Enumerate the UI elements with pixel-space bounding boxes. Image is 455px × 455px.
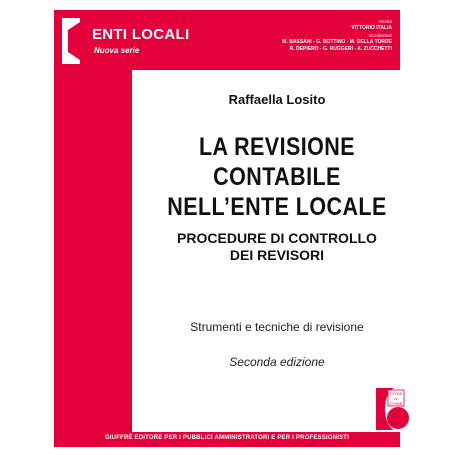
series-header — [54, 10, 400, 70]
logo-text-1: COSA — [390, 391, 402, 396]
book-tagline: Strumenti e tecniche di revisione — [190, 320, 364, 334]
publisher-footer: GIUFFRÈ EDITORE PER I PUBBLICI AMMINISTRATORI E PER I PROFESSIONISTI — [104, 435, 350, 441]
vice-directors-label: Vicedirettori — [368, 33, 392, 38]
vice-directors-line-2: R. DEPIERO - G. RUGGERI - A. ZUCCHETTI — [289, 46, 392, 52]
director-name: VITTORIO ITALIA — [351, 25, 392, 31]
book-cover — [54, 10, 403, 447]
editorial-board — [232, 18, 392, 53]
publisher-logo-icon — [372, 388, 414, 430]
author-name: Raffaella Losito — [228, 92, 326, 107]
title-panel — [132, 70, 438, 432]
logo-text-3: COME — [389, 401, 403, 406]
edition-label: Seconda edizione — [229, 355, 325, 369]
title-line-1: LA REVISIONE — [198, 133, 356, 161]
series-bracket-icon — [62, 18, 80, 64]
book-title — [152, 132, 401, 222]
book-subtitle — [132, 230, 422, 264]
logo-text-2: & — [394, 396, 398, 401]
subtitle-line-2: DEI REVISORI — [229, 247, 325, 263]
series-title: ENTI LOCALI — [92, 26, 190, 43]
title-line-3: NELL’ENTE LOCALE — [167, 193, 387, 221]
director-label: Diretta — [378, 19, 392, 24]
title-line-2: CONTABILE — [213, 163, 341, 191]
vice-directors-line-1: M. BASSANI - G. BOTTINO - M. DELLA TORRE — [282, 39, 392, 45]
series-subtitle: Nuova serie — [94, 46, 140, 55]
subtitle-line-1: PROCEDURE DI CONTROLLO — [177, 230, 377, 246]
